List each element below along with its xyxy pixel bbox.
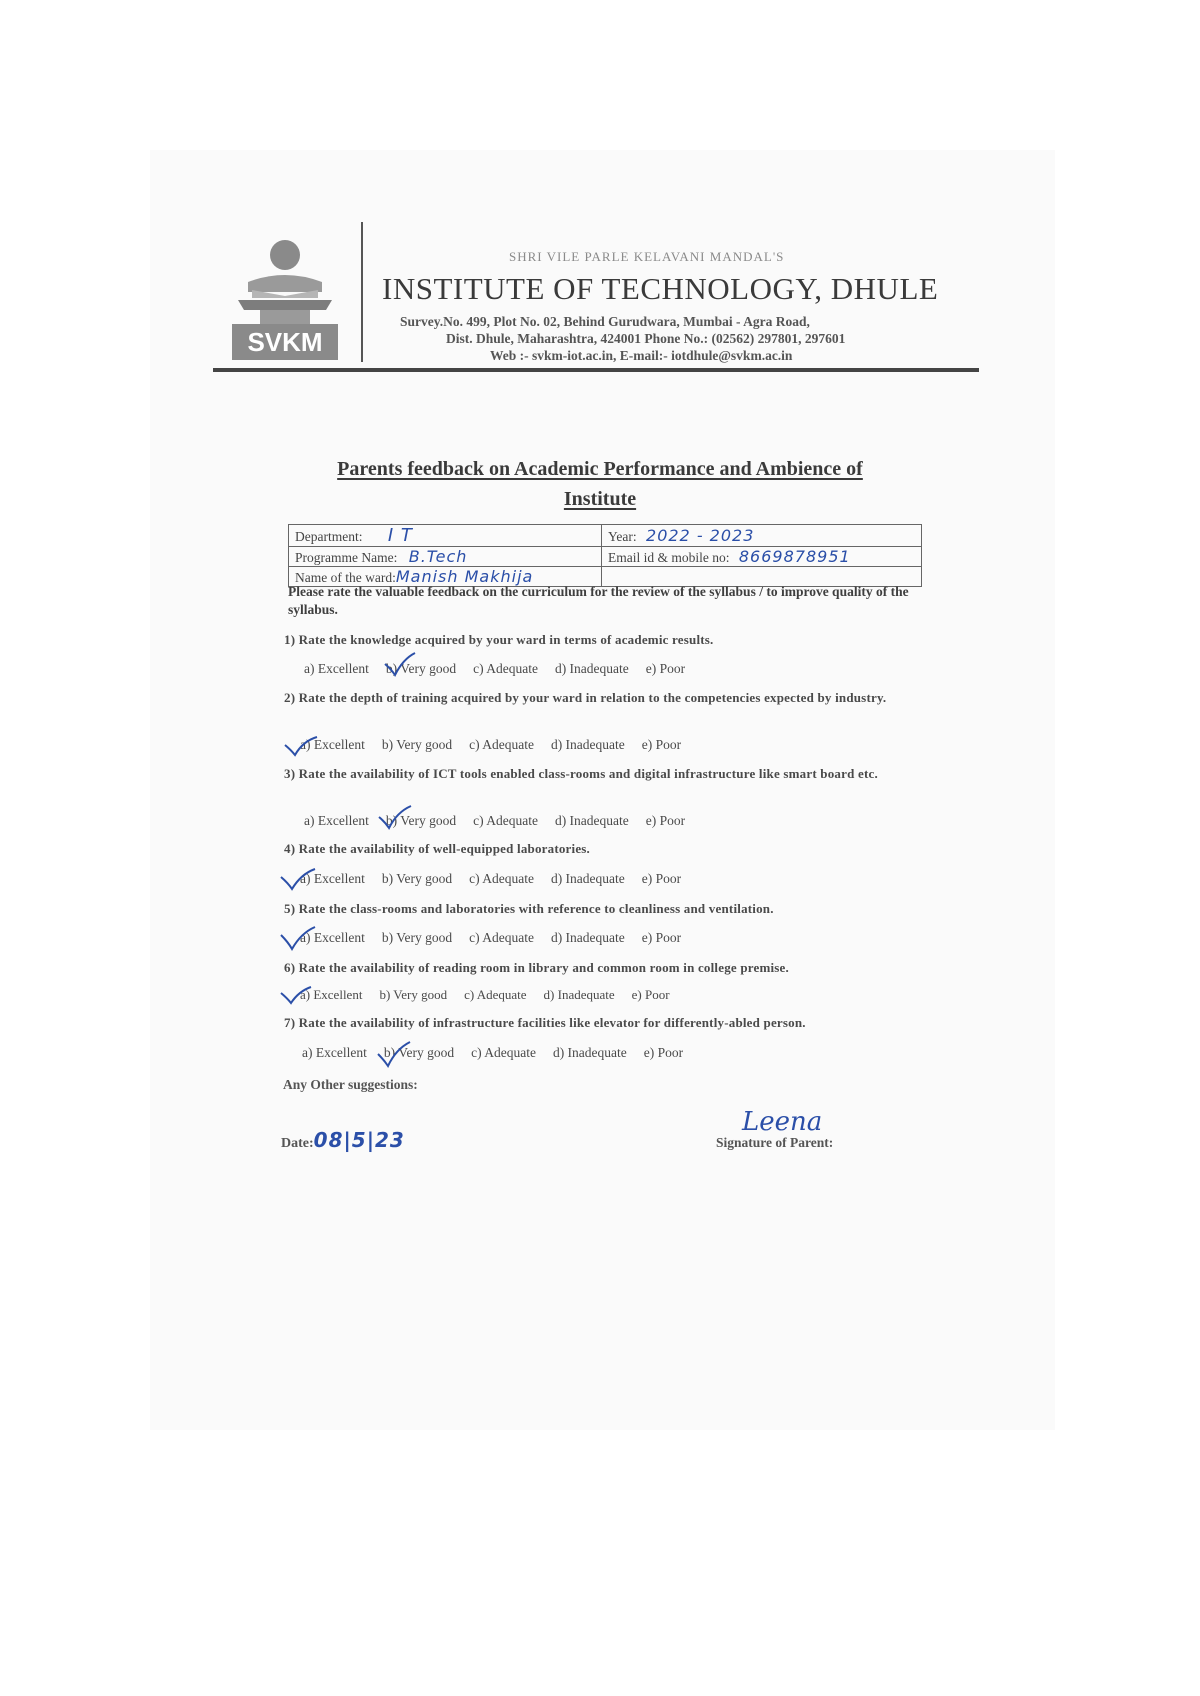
option-inadequate[interactable]: d) Inadequate [554,813,629,828]
year-value: 2022 - 2023 [646,526,755,545]
option-very-good[interactable]: b) Very good [385,661,457,676]
question-5: 5) Rate the class-rooms and laboratories with reference to cleanliness and ventilation. [284,901,774,916]
checkmark-icon [279,867,317,891]
year-cell [602,525,922,547]
header-divider [361,222,363,362]
programme-value: B.Tech [408,547,468,566]
email-value: 8669878951 [738,547,851,566]
question-6: 6) Rate the availability of reading room in library and common room in college premise. [284,960,789,975]
option-excellent[interactable]: a) Excellent [302,1045,367,1060]
option-poor[interactable]: e) Poor [645,661,686,676]
department-value: I T [387,525,413,546]
option-adequate[interactable]: c) Adequate [469,871,534,886]
date-label: Date: [281,1136,314,1151]
intro-text: Please rate the valuable feedback on the curriculum for the review of the syllabus / to improve quality of the syllabus. [288,584,909,617]
checkmark-icon [279,925,317,951]
institute-name: INSTITUTE OF TECHNOLOGY, DHULE [382,271,939,306]
address-line-3: Web :- svkm-iot.ac.in, E-mail:- iotdhule@svkm.ac.in [490,348,793,363]
option-very-good[interactable]: b) Very good [381,871,453,886]
date-field [281,1128,405,1152]
ward-value: Manish Makhija [395,567,534,586]
logo-text: SVKM [247,327,323,357]
info-table [288,524,922,587]
options-q5 [300,930,698,946]
option-excellent[interactable]: a) Excellent [300,737,365,752]
option-poor[interactable]: e) Poor [645,813,686,828]
option-very-good[interactable]: b) Very good [381,930,453,945]
checkmark-icon [279,985,313,1005]
date-value: 08|5|23 [313,1128,405,1152]
options-q4 [300,871,698,887]
checkmark-icon [377,804,413,830]
year-label: Year: [608,529,637,544]
options-q1 [304,661,702,677]
programme-cell [289,547,602,567]
option-poor[interactable]: e) Poor [631,987,670,1002]
option-adequate[interactable]: c) Adequate [473,813,538,828]
form-title: Parents feedback on Academic Performance and Ambience of [337,458,863,480]
checkmark-icon [383,651,417,677]
department-label: Department: [295,529,363,544]
option-poor[interactable]: e) Poor [641,737,682,752]
option-excellent[interactable]: a) Excellent [300,987,363,1002]
form-title-line-2: Institute [563,488,637,510]
options-q3 [304,813,702,829]
option-excellent[interactable]: a) Excellent [304,661,369,676]
parent-signature: Leena [742,1107,823,1137]
question-3: 3) Rate the availability of ICT tools enabled class-rooms and digital infrastructure like smart board etc. [284,766,878,781]
option-adequate[interactable]: c) Adequate [471,1045,536,1060]
option-inadequate[interactable]: d) Inadequate [543,987,615,1002]
option-excellent[interactable]: a) Excellent [300,871,365,886]
signature-label: Signature of Parent: [716,1135,834,1150]
address-line-1: Survey.No. 499, Plot No. 02, Behind Gurudwara, Mumbai - Agra Road, [400,314,810,329]
checkmark-icon [283,735,319,757]
checkmark-icon [376,1040,412,1068]
option-very-good[interactable]: b) Very good [385,813,457,828]
email-label: Email id & mobile no: [608,550,730,565]
programme-label: Programme Name: [295,550,398,565]
options-q7 [302,1045,700,1061]
question-2: 2) Rate the depth of training acquired by your ward in relation to the competencies expected by industry. [284,690,887,705]
option-adequate[interactable]: c) Adequate [473,661,538,676]
option-inadequate[interactable]: d) Inadequate [552,1045,627,1060]
option-excellent[interactable]: a) Excellent [304,813,369,828]
question-4: 4) Rate the availability of well-equipped laboratories. [284,841,591,856]
option-inadequate[interactable]: d) Inadequate [554,661,629,676]
suggestions-label: Any Other suggestions: [283,1077,418,1092]
email-cell [602,547,922,567]
option-poor[interactable]: e) Poor [641,930,682,945]
option-adequate[interactable]: c) Adequate [464,987,527,1002]
options-q6 [300,987,687,1003]
mandal-name: SHRI VILE PARLE KELAVANI MANDAL'S [509,249,785,264]
svkm-logo [230,238,340,360]
address-line-2: Dist. Dhule, Maharashtra, 424001 Phone No.: (02562) 297801, 297601 [446,331,846,346]
option-very-good[interactable]: b) Very good [383,1045,455,1060]
options-q2 [300,737,698,753]
option-adequate[interactable]: c) Adequate [469,737,534,752]
option-inadequate[interactable]: d) Inadequate [550,737,625,752]
option-inadequate[interactable]: d) Inadequate [550,930,625,945]
question-1: 1) Rate the knowledge acquired by your ward in terms of academic results. [284,632,714,647]
option-poor[interactable]: e) Poor [643,1045,684,1060]
ward-label: Name of the ward: [295,570,396,585]
question-7: 7) Rate the availability of infrastructure facilities like elevator for differently-abled person. [284,1015,806,1030]
option-excellent[interactable]: a) Excellent [300,930,365,945]
option-adequate[interactable]: c) Adequate [469,930,534,945]
option-very-good[interactable]: b) Very good [379,987,448,1002]
option-inadequate[interactable]: d) Inadequate [550,871,625,886]
option-very-good[interactable]: b) Very good [381,737,453,752]
header-rule [213,368,979,372]
department-cell [289,525,602,547]
option-poor[interactable]: e) Poor [641,871,682,886]
